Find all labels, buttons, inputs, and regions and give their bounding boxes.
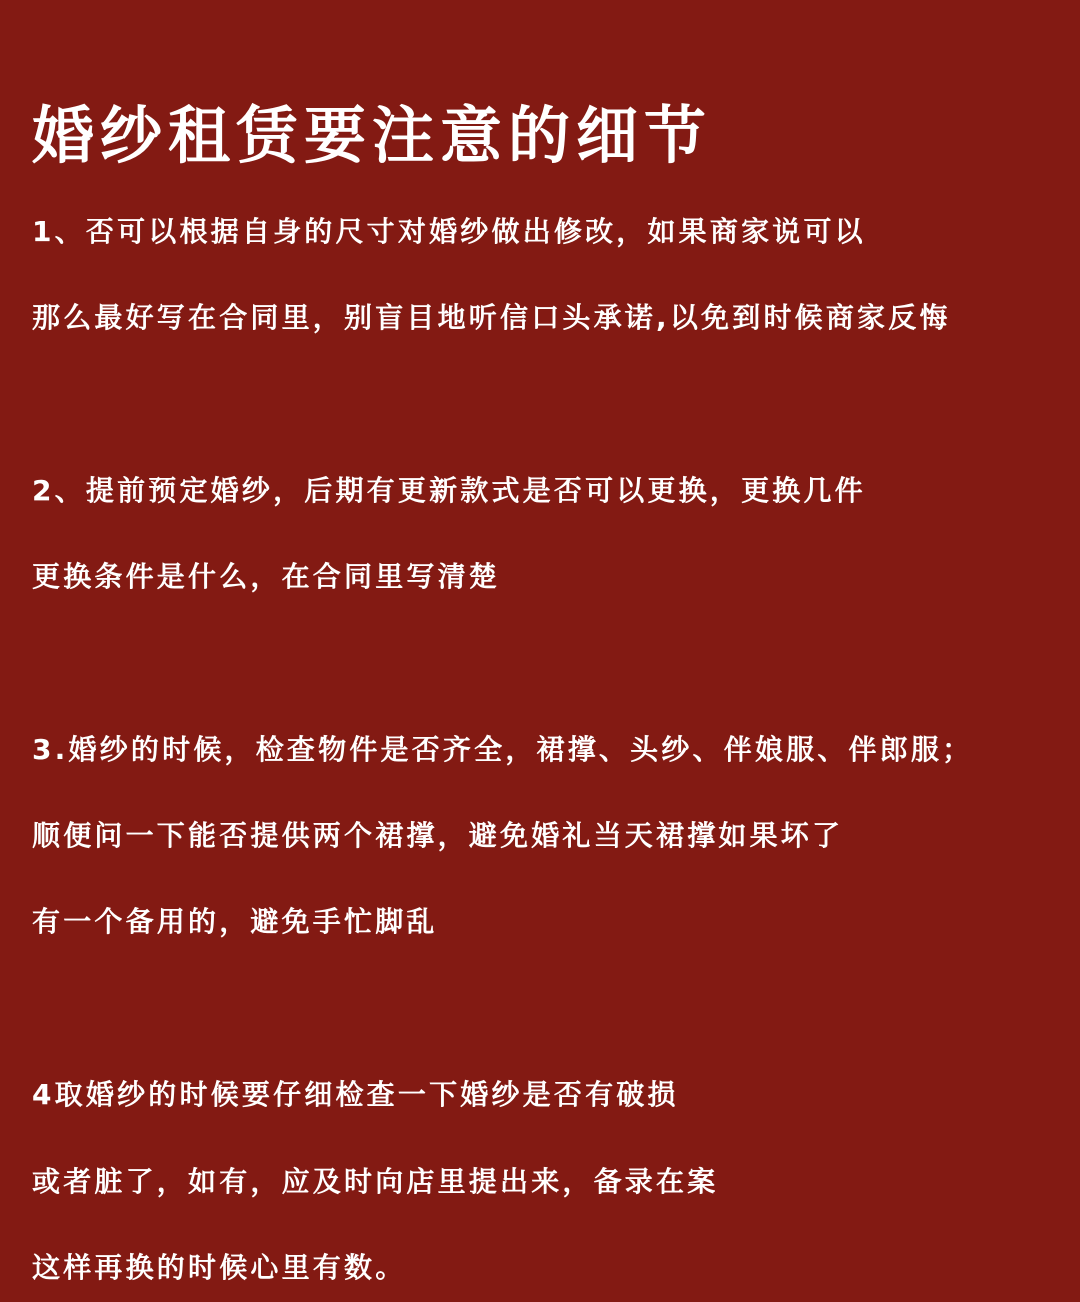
page-title: 婚纱租赁要注意的细节 (32, 99, 713, 172)
tip-line: 或者脏了，如有，应及时向店里提出来，备录在案 (32, 1165, 719, 1198)
tip-line: 这样再换的时候心里有数。 (32, 1251, 407, 1284)
tip-line: 3.婚纱的时候，检查物件是否齐全，裙撑、头纱、伴娘服、伴郎服； (32, 733, 974, 766)
tip-line: 4取婚纱的时候要仔细检查一下婚纱是否有破损 (32, 1078, 679, 1111)
tip-line: 有一个备用的，避免手忙脚乱 (32, 905, 438, 938)
tip-line: 更换条件是什么，在合同里写清楚 (32, 560, 501, 593)
tip-line: 2、提前预定婚纱，后期有更新款式是否可以更换，更换几件 (32, 474, 866, 507)
tip-line: 顺便问一下能否提供两个裙撑，避免婚礼当天裙撑如果坏了 (32, 819, 844, 852)
tip-line: 1、否可以根据自身的尺寸对婚纱做出修改，如果商家说可以 (32, 215, 866, 248)
tip-line: 那么最好写在合同里，别盲目地听信口头承诺,以免到时候商家反悔 (32, 301, 951, 334)
